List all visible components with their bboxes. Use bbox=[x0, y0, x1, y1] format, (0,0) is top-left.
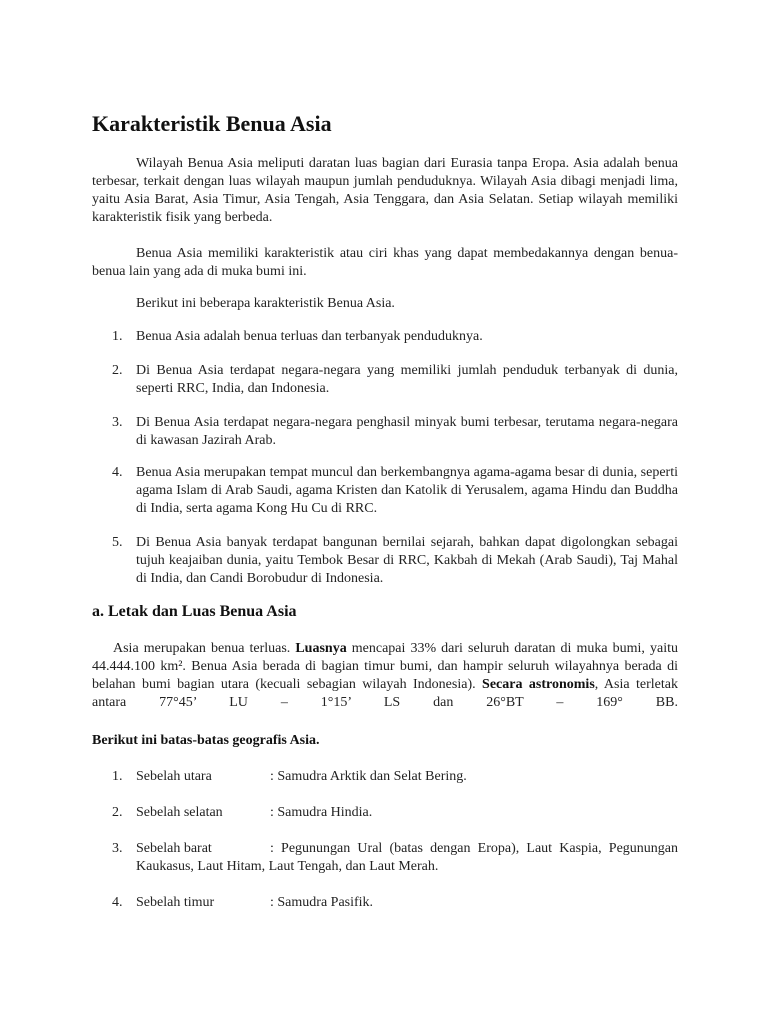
list-item bbox=[92, 362, 678, 398]
border-value: : Pegunungan Ural (batas dengan Eropa), Laut Kaspia, Pegunungan Kaukasus, Laut Hitam, Laut Tengah, dan Laut Merah. bbox=[136, 841, 678, 874]
intro-paragraph: Wilayah Benua Asia meliputi daratan luas bagian dari Eurasia tanpa Eropa. Asia adalah benua terbesar, terkait dengan luas wilayah maupun jumlah penduduknya. Wilayah Asia dibagi menjadi lima, yaitu Asia Barat, Asia Timur, Asia Tengah, Asia Tenggara, dan Asia Selatan. Setiap wilayah memiliki karakteristik fisik yang berbeda. bbox=[92, 156, 678, 225]
bold-text: Secara astronomis bbox=[482, 677, 595, 692]
border-label: Sebelah utara bbox=[136, 769, 212, 784]
page-title: Karakteristik Benua Asia bbox=[92, 111, 332, 136]
list-item bbox=[92, 534, 678, 588]
list-text: Di Benua Asia terdapat negara-negara yang memiliki jumlah penduduk terbanyak di dunia, seperti RRC, India, dan Indonesia. bbox=[136, 363, 678, 396]
list-item bbox=[92, 464, 678, 518]
text: , Asia terletak antara 77°45’ LU – 1°15’ LS dan 26°BT – 169° BB. bbox=[92, 677, 678, 710]
list-number: 1. bbox=[112, 329, 123, 344]
border-value: : Samudra Arktik dan Selat Bering. bbox=[270, 769, 467, 784]
list-number: 3. bbox=[112, 415, 123, 430]
text: Asia merupakan benua terluas. bbox=[113, 641, 296, 656]
border-item bbox=[92, 768, 678, 786]
list-lead-paragraph: Berikut ini beberapa karakteristik Benua Asia. bbox=[136, 296, 395, 311]
list-number: 4. bbox=[112, 465, 123, 480]
border-item bbox=[92, 894, 678, 912]
border-label: Sebelah selatan bbox=[136, 805, 223, 820]
list-number: 5. bbox=[112, 535, 123, 550]
border-item bbox=[92, 804, 678, 822]
list-number: 1. bbox=[112, 769, 123, 784]
text: mencapai 33% dari seluruh daratan di muka bumi, yaitu 44.444.100 km². Benua Asia berada di bagian timur bumi, dan hampir seluruh wilayahnya berada di belahan bumi bagian utara (kecuali sebagian wilayah Indonesia). bbox=[92, 641, 678, 692]
list-text: Benua Asia merupakan tempat muncul dan berkembangnya agama-agama besar di dunia, seperti agama Islam di Arab Saudi, agama Kristen dan Katolik di Yerusalem, agama Hindu dan Buddha di India, serta agama Kong Hu Cu di RRC. bbox=[136, 465, 678, 516]
border-value: : Samudra Pasifik. bbox=[270, 895, 374, 910]
bold-text: Luasnya bbox=[295, 641, 347, 656]
section-heading: a. Letak dan Luas Benua Asia bbox=[92, 603, 297, 620]
list-number: 2. bbox=[112, 363, 123, 378]
list-item bbox=[92, 328, 678, 346]
list-text: Di Benua Asia banyak terdapat bangunan bernilai sejarah, bahkan dapat digolongkan sebagai tujuh keajaiban dunia, yaitu Tembok Besar di RRC, Kakbah di Mekah (Arab Saudi), Taj Mahal di India, dan Candi Borobudur di Indonesia. bbox=[136, 535, 678, 586]
border-item bbox=[92, 840, 678, 876]
list-text: Di Benua Asia terdapat negara-negara penghasil minyak bumi terbesar, terutama negara-negara di kawasan Jazirah Arab. bbox=[136, 415, 678, 448]
characteristics-intro-paragraph: Benua Asia memiliki karakteristik atau ciri khas yang dapat membedakannya dengan benua-benua lain yang ada di muka bumi ini. bbox=[92, 246, 678, 279]
list-number: 3. bbox=[112, 841, 123, 856]
location-paragraph bbox=[92, 640, 678, 712]
list-text: Benua Asia adalah benua terluas dan terbanyak penduduknya. bbox=[136, 329, 483, 344]
list-item bbox=[92, 414, 678, 450]
borders-heading: Berikut ini batas-batas geografis Asia. bbox=[92, 733, 320, 748]
border-label: Sebelah timur bbox=[136, 895, 215, 910]
border-label: Sebelah barat bbox=[136, 841, 212, 856]
border-value: : Samudra Hindia. bbox=[270, 805, 373, 820]
list-number: 4. bbox=[112, 895, 123, 910]
list-number: 2. bbox=[112, 805, 123, 820]
